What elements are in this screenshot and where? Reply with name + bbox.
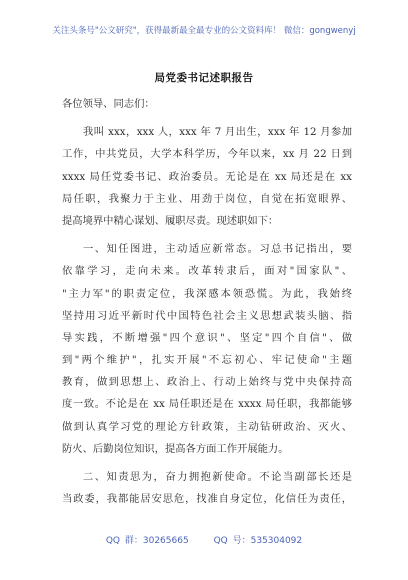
paragraph-line: 提高境界中精心谋划、履职尽责。现述职如下： xyxy=(62,214,279,227)
header-banner: 关注头条号"公文研究"，获得最新最全最专业的公文资料库！ 微信：gongwenyj xyxy=(52,26,356,36)
paragraph-line: 当政委，我都能居安思危，找准自身定位，化信任为责任， xyxy=(62,493,352,506)
paragraph-line: xxxx 局任党委书记、政治委员。无论是在 xx 局还是在 xx xyxy=(62,170,352,183)
paragraph-line: 二、知责思为，奋力拥抱新使命。不论当副部长还是 xyxy=(83,471,352,483)
footer-qq-group: QQ 群：30265665 xyxy=(105,536,189,546)
paragraph-line: 教育，做到思想上、政治上、行动上始终与党中央保持高 xyxy=(62,376,352,389)
document-title: 局党委书记述职报告 xyxy=(154,72,254,84)
paragraph-line: 工作，中共党员，大学本科学历，今年以来，xx 月 22 日到 xyxy=(62,148,352,161)
paragraph-line: "主力军"的职责定位，我深感本领恐慌。为此，我始终 xyxy=(62,287,352,300)
paragraph-line: 防火、后勤岗位知识，提高各方面工作开展能力。 xyxy=(62,442,289,455)
paragraph-line: 局任职，我聚力于主业、用劲于岗位，自觉在拓宽眼界、 xyxy=(62,192,352,205)
footer-qq-number: QQ 号：535304092 xyxy=(213,536,303,546)
paragraph-line: 导实践，不断增强"四个意识"、坚定"四个自信"、做 xyxy=(62,331,352,344)
paragraph-line: 做到认真学习党的理论方针政策，主动钻研政治、灭火、 xyxy=(62,420,352,433)
paragraph-line: 坚持用习近平新时代中国特色社会主义思想武装头脑、指 xyxy=(62,309,352,322)
paragraph-line: 我叫 xxx，xxx 人，xxx 年 7 月出生，xxx 年 12 月参加 xyxy=(83,126,352,139)
paragraph-3 xyxy=(62,466,352,510)
footer-contact xyxy=(0,533,408,546)
document-body xyxy=(62,93,352,516)
paragraph-line: 一、知任图进，主动适应新常态。习总书记指出，要 xyxy=(83,243,352,256)
paragraph-line: 依靠学习，走向未来。改革转隶后，面对"国家队"、 xyxy=(62,265,352,278)
paragraph-line: 度一致。不论是在 xx 局任职还是在 xxxx 局任职，我都能够 xyxy=(62,398,352,411)
salutation: 各位领导、同志们： xyxy=(62,98,155,110)
paragraph-2 xyxy=(62,238,352,460)
paragraph-1 xyxy=(62,121,352,232)
paragraph-line: 到"两个维护"，扎实开展"不忘初心、牢记使命"主题 xyxy=(62,354,352,367)
